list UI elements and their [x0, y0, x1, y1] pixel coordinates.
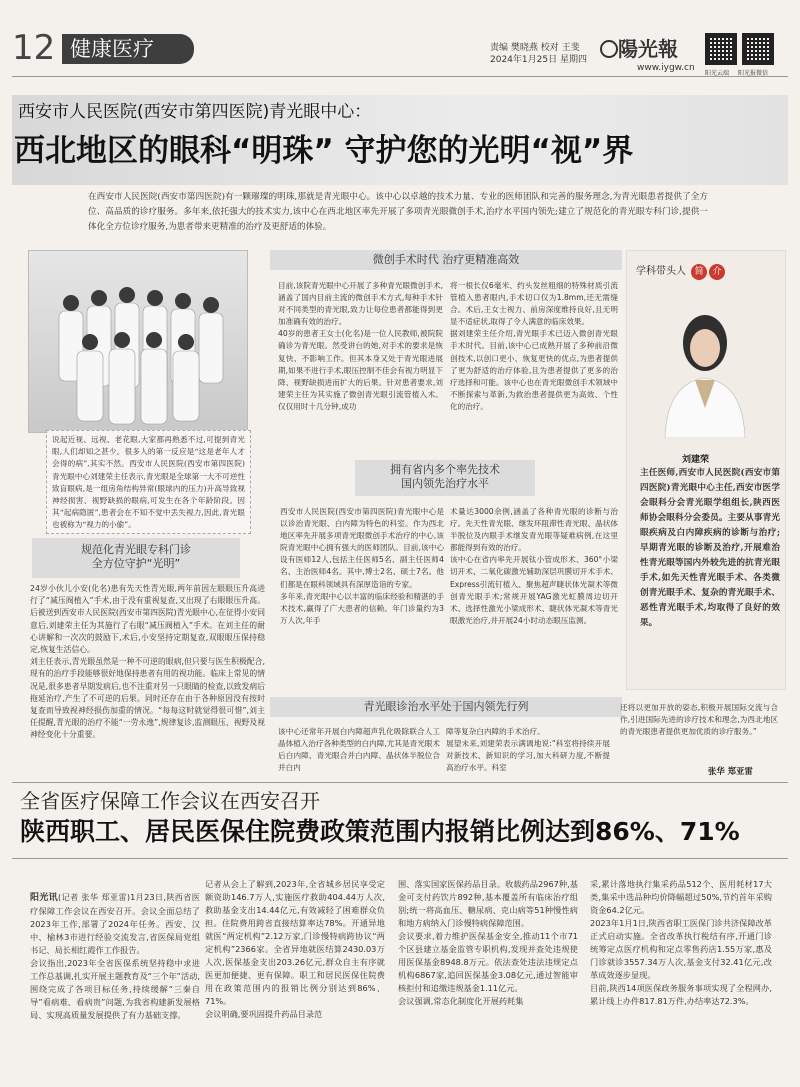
section-heading: 青光眼诊治水平处于国内领先行列 — [270, 697, 622, 717]
section-heading — [32, 538, 240, 578]
article-rule — [12, 858, 788, 859]
section-heading-line: 拥有省内多个率先技术 — [390, 463, 500, 476]
header-rule — [12, 76, 788, 77]
section-heading — [355, 460, 535, 496]
qr-code-icon — [705, 33, 737, 65]
section-body: 将一根长仅6毫米、约头发丝粗细的特殊材质引流管植入患者眼内,手术切口仅为1.8mm,还无需缝合。术后,王女士视力、前房深度维持良好,且无明显不适症状,取得了令人满意的临床效果。 据刘建荣主任介绍,青光眼手术已迈入微创青光眼手术时代。目前,该中心已成熟开展了多种前沿微创技术,以创口更小、恢复更快的优点,为患者提供了更为舒适的治疗体验,且为患者提供了更多的治疗选择和可能。该中心也在青光眼微创手术领域中不断探索与革新,为救治患者提供更为高效、个性化的治疗。 — [450, 281, 618, 411]
editors: 责编 樊晓燕 校对 王斐 — [490, 43, 580, 53]
person-bio: 主任医师,西安市人民医院(西安市第四医院)青光眼中心主任,西安市医学会眼科分会青光眼学组组长,陕西医师协会眼科分会委员。主要从事青光眼疾病及白内障疾病的诊断与治疗;早期青光眼的诊断及治疗,开展难治性青光眼等国内外较先进的抗青光眼手术,如先天性青光眼手术、各类微创青光眼手术、复杂的青光眼手术、恶性青光眼手术,均取得了良好的效果。 — [640, 468, 780, 628]
logo-sun-icon — [600, 40, 618, 58]
section-heading-line: 国内领先治疗水平 — [401, 477, 489, 490]
article-kicker: 全省医疗保障工作会议在西安召开 — [20, 789, 320, 813]
section-body: 目前,该院青光眼中心开展了多种青光眼微创手术,涵盖了国内目前主流的微创手术方式,每种手术针对不同类型的青光眼,致力让每位患者都能得到更加准确有效的治疗。 40岁的患者王女士(化名)是一位人民教师,被院院确诊为青光眼。然受讲台的她,对手术的要求是恢复快、不影响工作。但其本身又处于青光眼进展期,如果不进行手术,眼压控制不佳会有视力明显下降、视野缺损进而扩大的后果。针对患者要求,刘建荣主任为其实施了微创青光眼引流管植入术。仅仅用时十几分钟,成功 — [278, 281, 443, 411]
article-text: (记者 张华 郑亚雷)1月23日,陕西省医疗保障工作会议在西安召开。会议全面总结了2023年工作,部署了2024年任务。西安、汉中、榆林3市进行经验交流发言,省医保局党组书记、局长相红霞作工作报告。 会议指出,2023年全省医保系统坚持稳中求进工作总基调,扎实开展主题教育及“三个年”活动,围绕完成了各项目标任务,持续缓解“三秦自导”看病难、看病贵”问题,为我省构建新发展格局、实现高质量发展提供了有力基础支撑。 — [30, 892, 200, 1020]
article-headline: 陕西职工、居民医保住院费政策范围内报销比例达到86%、71% — [20, 817, 740, 846]
section-title: 健康医疗 — [70, 37, 154, 61]
section-heading-line: 规范化青光眼专科门诊 — [81, 543, 191, 556]
qr-code-icon — [742, 33, 774, 65]
article-column: 围、落实国家医保药品目录。收载药品2967种,基金可支付药饮片892种,基本覆盖所有临床治疗组别;统一将高血压、糖尿病、克山病等51种慢性病和地方病纳入门诊慢特病保障范围。 会议要求,着力维护医保基金安全,推动11个市71个区县建立基金监管专职机构,发现并查处违规使用医保基金8948.8万元。依法查处违法违规定点机构6867家,追回医保基金3.08亿元,通过智能审核拒付和追缴违规基金1.11亿元。 会议强调,常态化制度化开展药耗集 — [398, 879, 578, 1006]
section-heading: 微创手术时代 治疗更精准高效 — [270, 250, 622, 270]
article-column: 记者从会上了解到,2023年,全省城乡居民享受定额资助146.7万人,实施医疗救助404.44万人次,救助基金支出14.44亿元,有效减轻了困难群众负担。住院费用跨省直接结算率达78%。开通异地就医“两定机构”2.12万家,门诊慢特病跨协议“两定机构”2366家。全省异地就医结算2430.03万人次,医保基金支出203.26亿元,群众自主有序就医更加便捷、更有保障。职工和居民医保住院费用在政策范围内的报销比例分别达到86%、71%。 会议明确,要巩固提升药品目录范 — [205, 879, 385, 1019]
section-heading-line: 全方位守护“光明” — [91, 557, 181, 570]
portrait-photo — [655, 288, 755, 438]
feature-headline: 西北地区的眼科“明珠” 守护您的光明“视”界 — [14, 133, 634, 169]
qr-label: 阳光云端 — [705, 70, 730, 77]
sidebar-badge: 介 — [709, 264, 725, 280]
section-body: 还将以更加开放的姿态,积极开展国际交流与合作,引进国际先进的诊疗技术和理念,为西北地区的青光眼患者提供更加优质的诊疗服务。” — [620, 703, 778, 737]
article-rule — [12, 782, 788, 783]
sidebar-title-text: 学科带头人 — [636, 266, 686, 277]
page-number: 12 — [12, 28, 56, 68]
section-body: 24岁小伙儿小安(化名)患有先天性青光眼,两年前因左眼眼压升高进行了“减压阀植入”手术,由于没有重视复查,又出现了右眼眼压升高。后被送到西安市人民医院(西安市第四医院)青光眼中心,在征得小安同意后,刘建荣主任为其施行了右眼“减压阀植入”手术。在刘主任的耐心讲解和一次次的鼓励下,术后,小安坚持定期复查,双眼眼压保持稳定,恢复生活信心。 刘主任表示,青光眼虽然是一种不可逆的眼病,但只要与医生积极配合,现有的治疗手段能够很好地保持患者有用的视功能。临床上常见的情况是,很多患者早期发病后,也不注重对另一只眼睛的检查,以致发病后拖延治疗,产生了不可逆的后果。同时还存在由于各种原因没有按时复查而导致视神经损伤加重的情况。“每每这时就觉得很可惜”,刘主任提醒,青光眼的治疗不能“一劳永逸”,规律复诊,监测眼压、视野及视神经变化十分重要。 — [30, 584, 265, 740]
qr-label: 阳光报微信 — [738, 70, 769, 77]
article-column: 采,累计落地执行集采药品512个、医用耗材17大类,集采中选品种均价降幅超过50%,节约首年采购资金64.2亿元。 2023年1月1日,陕西省职工医保门诊共济保障改革正式启动实施。全省改革执行税结有序,开通门诊统筹定点医疗机构和定点零售药店1.55万家,惠及门诊就诊3557.34万人次,基金支付32.41亿元,改革成效逐步显现。 目前,陕西14项医保政务服务事项实现了全程网办,累计线上办件817.81万件,办结率达72.3%。 — [590, 879, 772, 1006]
section-body: 术量达3000余例,涵盖了各种青光眼的诊断与治疗。先天性青光眼、继发环阻滞性青光眼、晶状体半脱位及内眼手术继发青光眼等疑难病例,在这里都能得到有效的治疗。 该中心在省内率先开展钛小管成形术、360°小梁切开术、二氧化碳激光辅助深层巩膜切开术手术、Express引流钉植入、聚焦超声睫状体光凝术等微创青光眼手术;常规开展YAG激光虹膜周边切开术、选择性激光小梁成形术、睫状体光凝术等青光眼激光治疗,并开展24小时动态眼压监测。 — [450, 507, 618, 625]
feature-intro: 在西安市人民医院(西安市第四医院)有一颗璀璨的明珠,那就是青光眼中心。该中心以卓越的技术力量、专业的医师团队和完善的服务理念,为青光眼患者提供了全方位、高品质的诊疗服务。多年来,依托强大的技术实力,该中心在西北地区率先开展了多项青光眼微创手术,治疗水平国内领先;建立了规范化的青光眼专科门诊,提供一体化全方位诊疗服务,为患者带来更精准的治疗及更舒适的体验。 — [88, 192, 708, 232]
site-url: www.iygw.cn — [637, 63, 695, 73]
photo-caption: 说起近视、远视、老花眼,大家都再熟悉不过,可提到青光眼,人们却知之甚少。很多人的第一反应是“这是老年人才会得的病”,其实不然。西安市人民医院(西安市第四医院)青光眼中心刘建荣主任表示,青光眼是全球第一大不可逆性致盲眼病,是一组房角结构异常(眼球内的压力)升高导致视神经损害、视野缺损的眼病,可发生在各个年龄阶段。因其“起病隐匿”,患者会在不知不觉中丢失视力,因此,青光眼也被称为“视力的小偷”。 — [46, 430, 251, 534]
sidebar-badge: 简 — [691, 264, 707, 280]
section-body: 该中心还常年开展白内障超声乳化吸除联合人工晶体植入治疗各种类型的白内障,尤其是青光眼术后白内障、青光眼合并白内障、晶状体半脱位合并白内 — [278, 727, 440, 773]
person-name: 刘建荣 — [682, 455, 710, 465]
logo: 陽光報 — [600, 33, 678, 62]
article-lead: 阳光讯 — [30, 893, 58, 903]
sidebar-title — [636, 262, 725, 280]
team-photo — [28, 250, 248, 433]
section-body: 障等复杂白内障的手术治疗。 展望未来,刘建荣表示满调地说:“科室将持续开展对新技术、新知识的学习,加大科研力度,不断提高治疗水平。科室 — [446, 727, 610, 773]
byline: 张华 郑亚雷 — [708, 766, 753, 776]
feature-kicker: 西安市人民医院(西安市第四医院)青光眼中心： — [18, 102, 372, 122]
article-column — [30, 878, 200, 1083]
section-body: 西安市人民医院(西安市第四医院)青光眼中心是以诊治青光眼、白内障为特色的科室。作为西北地区率先开展多项青光眼微创手术治疗的中心,该院青光眼中心拥有强大的医师团队。目前,该中心设有医师12人,包括主任医师5名、副主任医师4名、主治医师4名。其中,博士2名、硕士7名。他们都是在眼科领域具有深厚造诣的专家。 多年来,青光眼中心以丰富的临床经验和精湛的手术技术,赢得了广大患者的信赖。年门诊量约为3万人次,年手 — [280, 507, 444, 625]
issue-date: 2024年1月25日 星期四 — [490, 55, 587, 65]
